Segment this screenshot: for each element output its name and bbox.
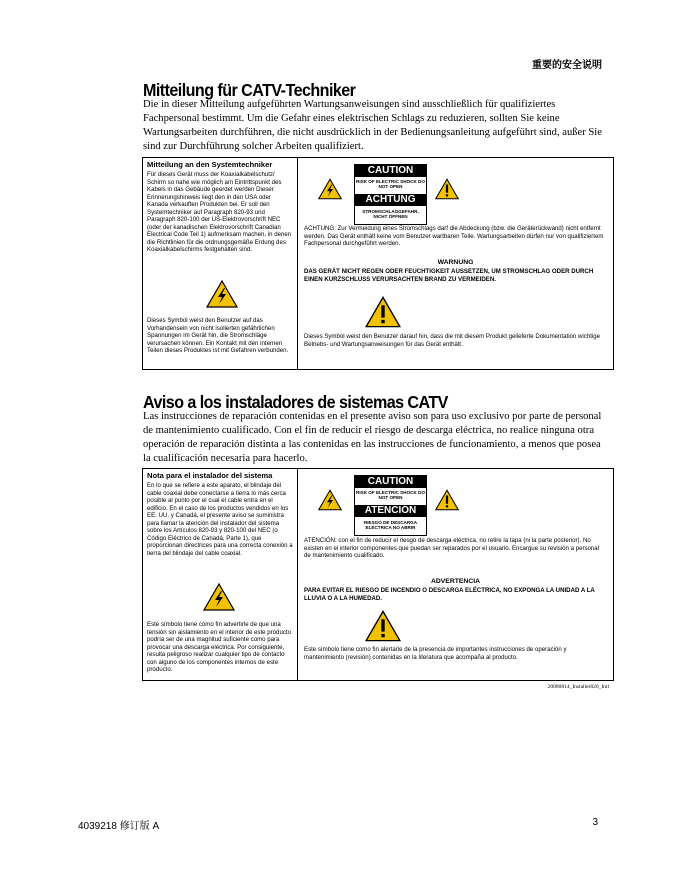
warning-title: ADVERTENCIA <box>430 578 481 585</box>
exclamation-warning-icon <box>435 489 459 511</box>
electric-shock-warning-icon <box>206 280 238 308</box>
warning-text: PARA EVITAR EL RIESGO DE INCENDIO O DESCARGA ELÉCTRICA, NO EXPONGA LA UNIDAD A LA LLUVIA O A LA HUMEDAD. <box>304 587 595 602</box>
documentation-symbol-text: Este símbolo tiene como fin alertarle de la presencia de importantes instrucciones de operación y mantenimiento (revisión) contenidas en la literatura que acompaña al producto. <box>304 646 567 661</box>
warning-text: DAS GERÄT NICHT REGEN ODER FEUCHTIGKEIT AUSSETZEN, UM STROMSCHLAG ODER DURCH EINEN KURZSCHLUSS VERURSACHTEN BRAND ZU VERMEIDEN. <box>304 268 594 283</box>
section-title: 重要的安全说明 <box>532 60 602 71</box>
exclamation-warning-icon <box>435 178 459 200</box>
spanish-heading: Aviso a los instaladores de sistemas CATV <box>143 392 448 412</box>
electric-shock-warning-icon <box>318 489 342 511</box>
electric-shock-warning-icon <box>318 178 342 200</box>
box-divider <box>297 158 298 369</box>
electric-shock-warning-icon <box>203 583 235 611</box>
spanish-notice-box <box>142 468 614 681</box>
attention-text: ACHTUNG: Zur Vermeidung eines Stromschlags darf die Abdeckung (bzw. die Geräterückwand) nicht entfernt werden. Das Gerät enthält keine vom Benutzer wartbaren Teile. Wartungsarbeiten dürfen nur von qualifiziertem Fachpersonal durchgeführt werden. <box>304 225 604 247</box>
local-label-title: ACHTUNG <box>355 194 426 206</box>
caution-label-title: CAUTION <box>355 476 426 488</box>
german-notice-box <box>142 157 614 370</box>
spanish-paragraph: Las instrucciones de reparación contenidas en el presente aviso son para uso exclusivo por parte de personal de mantenimiento cualificado. Con el fin de reducir el riesgo de descarga eléctrica, no realice ninguna otra operación de reparación distinta a las contenidas en las instrucciones de funcionamiento, a menos que posea la cualificación necesaria para hacerlo. <box>143 411 602 464</box>
attention-text: ATENCIÓN: con el fin de reducir el riesgo de descarga eléctrica, no retire la tapa (ni la parte posterior). No existen en el interior componentes que puedan ser reparados por el usuario. Encargue su revisión a personal de mantenimiento cualificado. <box>304 537 600 559</box>
local-label-sub: RIESGO DE DESCARGA ELÉCTRICA NO ABRIR <box>363 520 418 530</box>
box-title: Nota para el instalador del sistema <box>147 471 273 480</box>
local-label-sub: STROMSCHLAGGEFAHR, NICHT ÖFFNEN <box>362 209 419 219</box>
german-heading: Mitteilung für CATV-Techniker <box>143 80 356 100</box>
shock-symbol-text: Este símbolo tiene como fin advertirle de que una tensión sin aislamiento en el interior de este producto podría ser de una magnitud suficiente como para provocar una descarga eléctrica. Por consiguiente, resulta peligroso realizar cualquier tipo de contacto con alguno de los componentes internos de este producto. <box>147 621 291 673</box>
documentation-symbol-text: Dieses Symbol weist den Benutzer darauf hin, dass die mit diesem Produkt gelieferte Dokumentation wichtige Betriebs- und Wartungsanweisungen für das Gerät enthält. <box>304 333 601 348</box>
box-body: En lo que se refiere a este aparato, el blindaje del cable coaxial debe conectarse a tierra lo más cerca posible al punto por el cual el cable entra en el edificio. En el caso de los productos vendidos en los EE. UU. y Canadá, el presente aviso se suministra para llamar la atención del instalador del sistema sobre los Artículos 820-93 y 820-100 del NEC (o Código Eléctrico de Canadá, Parte 1), que proporcionan directrices para una correcta conexión a tierra del blindaje del cable coaxial. <box>147 482 293 557</box>
caution-label <box>354 164 427 225</box>
caution-label-sub: RISK OF ELECTRIC SHOCK DO NOT OPEN <box>356 490 425 500</box>
caution-label-sub: RISK OF ELECTRIC SHOCK DO NOT OPEN <box>356 179 425 189</box>
exclamation-warning-icon <box>365 296 401 328</box>
page-number: 3 <box>592 817 598 828</box>
doc-revision: 4039218 修订版 A <box>78 821 160 832</box>
box-body: Für dieses Gerät muss der Koaxialkabelschutz/ Schirm so nahe wie möglich am Eintrittspunkt des Kabels in das Gebäude geerdet werden Dieser Erinnerungshinweis liegt den in den USA oder Kanada verkauften Produkten bei. Er soll den Systemtechniker auf Paragraph 820-93 und Paragraph 820-100 der US-Elektrovorschrift NEC (oder der kanadischen Elektrovorschrift Canadian Electrical Code Teil 1) aufmerksam machen, in denen die Richtlinien für die ordnungsgemäße Erdung des Koaxialkabelschirms festgehalten sind. <box>147 171 292 253</box>
german-paragraph: Die in dieser Mitteilung aufgeführten Wartungsanweisungen sind ausschließlich für qualifiziertes Fachpersonal bestimmt. Um die Gefahr eines elektrischen Schlags zu reduzieren, sollten Sie keine Wartungsarbeiten durchführen, die nicht ausdrücklich in der Bedienungsanleitung aufgeführt sind, außer Sie sind zur Durchführung solcher Arbeiten qualifiziert. <box>143 99 602 152</box>
shock-symbol-text: Dieses Symbol weist den Benutzer auf das Vorhandensein von nicht isolierten gefährlichen Spannungen im Gerät hin, die Stromschläge verursachen können. Ein Kontakt mit den internen Teilen dieses Produktes ist mit Gefahren verbunden. <box>147 317 289 354</box>
caution-label-title: CAUTION <box>355 165 426 177</box>
warning-title: WARNUNG <box>437 259 474 266</box>
exclamation-warning-icon <box>365 610 401 642</box>
caution-label <box>354 475 427 536</box>
box-divider <box>297 469 298 680</box>
box-title: Mitteilung an den Systemtechniker <box>147 160 273 169</box>
local-label-title: ATENCIÓN <box>355 505 426 517</box>
file-id: 20080814_Installer820_Intl <box>547 684 609 690</box>
